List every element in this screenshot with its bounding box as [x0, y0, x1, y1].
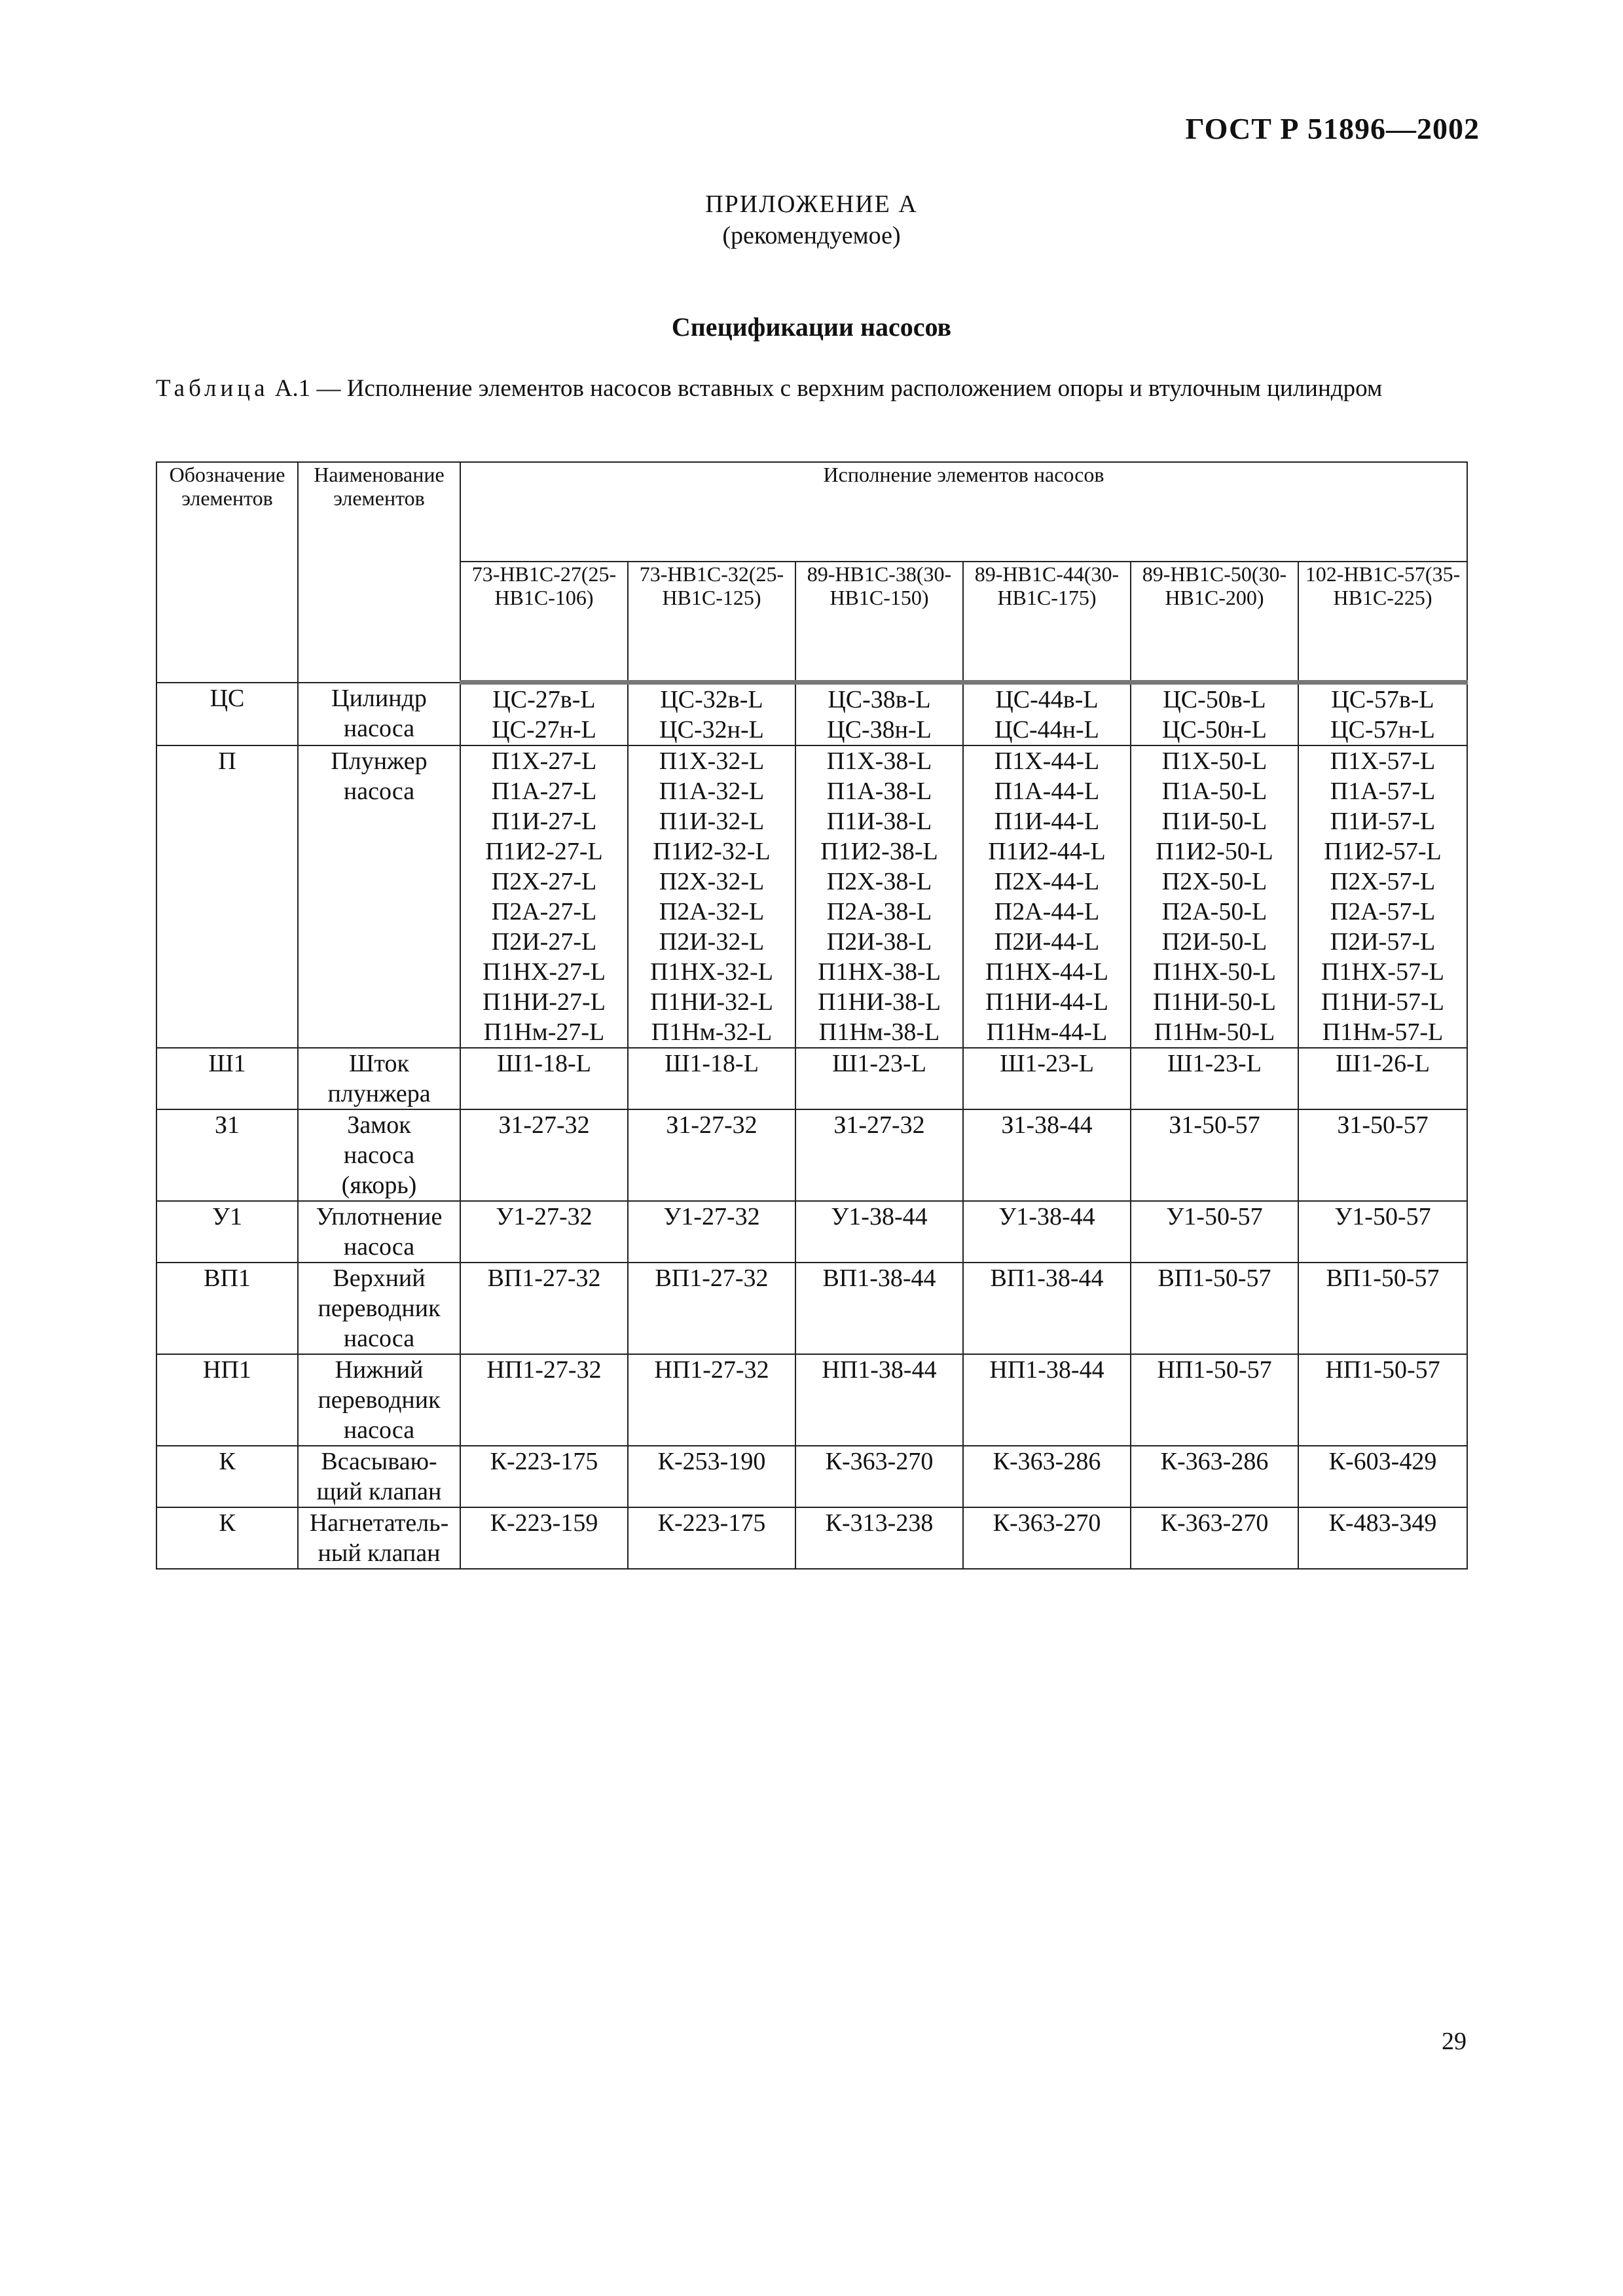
- execution-value-cell: [460, 1109, 628, 1201]
- element-name-line: Плунжер: [331, 747, 428, 775]
- execution-value-line: П1НХ-57-L: [1321, 958, 1444, 986]
- execution-value-line: НП1-27-32: [486, 1356, 602, 1384]
- table-row: [156, 1354, 1467, 1446]
- execution-value-cell: [963, 1354, 1131, 1446]
- execution-header-line: 89-НВ1С-50: [1142, 562, 1252, 586]
- execution-value-line: П1Х-44-L: [994, 747, 1100, 775]
- execution-value-line: З1-27-32: [666, 1111, 757, 1139]
- element-name-line: Уплотнение: [316, 1203, 443, 1230]
- table-row: [156, 745, 1467, 1048]
- element-name-line: насоса: [343, 1325, 415, 1352]
- table-header: [156, 462, 1467, 683]
- execution-value-cell: [795, 1201, 963, 1263]
- table-body: [156, 683, 1467, 1570]
- execution-value-cell: [460, 1354, 628, 1446]
- execution-value-line: К-223-159: [490, 1509, 598, 1537]
- execution-value-line: К-223-175: [657, 1509, 766, 1537]
- execution-header-cell: [1131, 562, 1298, 683]
- execution-value-line: У1-38-44: [831, 1203, 928, 1230]
- execution-value-line: Ш1-23-L: [1000, 1050, 1094, 1077]
- element-name-cell: [298, 745, 460, 1048]
- execution-value-line: Ш1-18-L: [665, 1050, 759, 1077]
- execution-value-cell: [963, 1507, 1131, 1569]
- table-row: [156, 1446, 1467, 1507]
- execution-value-line: П2Х-27-L: [491, 868, 597, 895]
- execution-value-line: П1НХ-38-L: [818, 958, 941, 986]
- execution-header-line: (25-НВ1С-106): [494, 562, 617, 609]
- execution-value-line: П2А-38-L: [826, 898, 932, 925]
- appendix-subtitle: (рекомендуемое): [722, 222, 901, 249]
- execution-value-line: ЦС-50н-L: [1162, 716, 1267, 744]
- execution-value-cell: [1298, 1201, 1467, 1263]
- execution-value-line: П2А-32-L: [659, 898, 765, 925]
- execution-value-line: П2И-44-L: [994, 928, 1100, 956]
- element-name-line: насоса: [343, 1233, 415, 1261]
- execution-header-line: 102-НВ1С-57: [1305, 562, 1425, 586]
- execution-value-line: П1Нм-38-L: [818, 1018, 940, 1046]
- table-row: [156, 1201, 1467, 1263]
- execution-value-line: П2А-44-L: [994, 898, 1100, 925]
- execution-value-line: П1А-44-L: [994, 778, 1100, 805]
- execution-value-line: ВП1-50-57: [1326, 1265, 1440, 1292]
- execution-value-line: П2И-50-L: [1161, 928, 1267, 956]
- execution-header-line: (30-НВ1С-175): [997, 562, 1120, 609]
- execution-value-line: П1И2-32-L: [653, 838, 771, 865]
- element-name-line: Нагнетатель-: [309, 1509, 449, 1537]
- table-row: [156, 683, 1467, 746]
- element-code-cell: З1: [156, 1109, 298, 1201]
- execution-value-line: НП1-38-44: [822, 1356, 937, 1384]
- execution-value-line: Ш1-23-L: [832, 1050, 926, 1077]
- execution-header-line: (35-НВ1С-225): [1333, 562, 1461, 609]
- execution-value-line: П1А-32-L: [659, 778, 765, 805]
- execution-value-line: П2И-38-L: [826, 928, 932, 956]
- execution-value-line: З1-27-32: [833, 1111, 925, 1139]
- execution-value-line: У1-38-44: [998, 1203, 1095, 1230]
- element-name-cell: [298, 683, 460, 746]
- execution-value-cell: [1298, 1109, 1467, 1201]
- execution-value-cell: [795, 1048, 963, 1109]
- element-name-line: переводник: [318, 1295, 441, 1322]
- execution-value-line: П1НХ-32-L: [650, 958, 773, 986]
- execution-value-line: П2И-57-L: [1330, 928, 1436, 956]
- execution-value-line: К-603-429: [1328, 1448, 1437, 1475]
- element-name-line: Замок: [347, 1111, 411, 1139]
- execution-value-line: П1А-38-L: [826, 778, 932, 805]
- execution-value-line: К-363-270: [993, 1509, 1101, 1537]
- execution-value-cell: [628, 745, 795, 1048]
- execution-value-cell: [460, 1048, 628, 1109]
- execution-value-cell: [1131, 683, 1298, 746]
- execution-value-cell: [963, 1446, 1131, 1507]
- execution-value-cell: [1131, 1048, 1298, 1109]
- appendix-title: ПРИЛОЖЕНИЕ А: [705, 190, 918, 218]
- execution-value-line: К-313-238: [825, 1509, 934, 1537]
- page-number: 29: [1442, 2028, 1467, 2055]
- execution-value-line: З1-38-44: [1001, 1111, 1093, 1139]
- element-name-line: ный клапан: [318, 1539, 441, 1567]
- element-name-line: насоса: [343, 1416, 415, 1444]
- execution-header-line: (30-НВ1С-150): [830, 562, 952, 609]
- element-name-line: Верхний: [333, 1265, 426, 1292]
- execution-header-line: 89-НВ1С-44: [974, 562, 1084, 586]
- table-row: [156, 1263, 1467, 1354]
- execution-value-line: З1-50-57: [1337, 1111, 1429, 1139]
- execution-value-line: У1-50-57: [1166, 1203, 1263, 1230]
- execution-value-cell: [1131, 1109, 1298, 1201]
- element-name-cell: [298, 1507, 460, 1569]
- execution-value-line: П1Х-57-L: [1330, 747, 1436, 775]
- element-code-cell: К: [156, 1507, 298, 1569]
- execution-value-cell: [1298, 745, 1467, 1048]
- execution-value-line: П1НИ-27-L: [483, 988, 606, 1016]
- element-code-cell: Ш1: [156, 1048, 298, 1109]
- execution-value-line: П1Х-32-L: [659, 747, 765, 775]
- execution-value-cell: [460, 1201, 628, 1263]
- execution-value-cell: [628, 1354, 795, 1446]
- execution-value-line: П1Х-38-L: [826, 747, 932, 775]
- execution-value-cell: [628, 1263, 795, 1354]
- element-code-cell: ВП1: [156, 1263, 298, 1354]
- execution-value-cell: [628, 1201, 795, 1263]
- execution-value-line: НП1-27-32: [654, 1356, 769, 1384]
- execution-value-line: П1НХ-50-L: [1153, 958, 1276, 986]
- table-row: [156, 1048, 1467, 1109]
- execution-value-line: П1И2-57-L: [1324, 838, 1442, 865]
- execution-value-line: ЦС-57в-L: [1331, 686, 1434, 713]
- execution-value-cell: [795, 1109, 963, 1201]
- execution-value-line: П1И2-38-L: [820, 838, 938, 865]
- execution-value-cell: [963, 683, 1131, 746]
- element-name-cell: [298, 1048, 460, 1109]
- execution-value-line: П1НХ-27-L: [483, 958, 606, 986]
- execution-value-line: ЦС-57н-L: [1330, 716, 1435, 744]
- element-name-line: переводник: [318, 1386, 441, 1414]
- element-name-line: Шток: [349, 1050, 409, 1077]
- execution-value-cell: [963, 1201, 1131, 1263]
- execution-value-line: Ш1-26-L: [1336, 1050, 1430, 1077]
- execution-header-line: 89-НВ1С-38: [807, 562, 917, 586]
- execution-value-cell: [1298, 1446, 1467, 1507]
- element-code-cell: П: [156, 745, 298, 1048]
- element-name-line: насоса: [343, 1141, 415, 1169]
- execution-value-line: П1И2-27-L: [485, 838, 603, 865]
- execution-value-line: НП1-50-57: [1157, 1356, 1272, 1384]
- execution-value-line: П1НИ-32-L: [650, 988, 773, 1016]
- execution-value-line: ЦС-38н-L: [827, 716, 932, 744]
- execution-value-line: ЦС-27в-L: [492, 686, 596, 713]
- element-name-line: Нижний: [335, 1356, 424, 1384]
- execution-value-line: П1Нм-27-L: [483, 1018, 605, 1046]
- execution-value-cell: [1131, 1354, 1298, 1446]
- execution-value-cell: [963, 1048, 1131, 1109]
- execution-value-line: К-223-175: [490, 1448, 598, 1475]
- execution-header-line: 73-НВ1С-32: [639, 562, 749, 586]
- execution-value-cell: [628, 683, 795, 746]
- execution-value-line: П1И-27-L: [491, 808, 597, 835]
- element-name-cell: [298, 1446, 460, 1507]
- execution-value-line: ЦС-32н-L: [659, 716, 764, 744]
- document-standard-header: ГОСТ Р 51896—2002: [1185, 112, 1480, 145]
- section-title: Спецификации насосов: [671, 312, 952, 342]
- execution-value-cell: [628, 1446, 795, 1507]
- execution-value-line: ЦС-32в-L: [660, 686, 763, 713]
- element-name-line: насоса: [343, 778, 415, 805]
- execution-value-line: П2Х-50-L: [1161, 868, 1267, 895]
- execution-value-line: У1-27-32: [663, 1203, 760, 1230]
- execution-value-line: ЦС-44в-L: [995, 686, 1099, 713]
- execution-value-line: П1НХ-44-L: [985, 958, 1108, 986]
- element-name-cell: [298, 1201, 460, 1263]
- execution-value-line: П2И-32-L: [659, 928, 765, 956]
- execution-value-cell: [795, 745, 963, 1048]
- element-code-cell: ЦС: [156, 683, 298, 746]
- execution-value-cell: [1131, 1507, 1298, 1569]
- execution-value-cell: [460, 1446, 628, 1507]
- pump-spec-table: [156, 461, 1468, 1570]
- execution-value-line: К-363-270: [825, 1448, 934, 1475]
- execution-value-cell: [628, 1048, 795, 1109]
- header-execution-group: Исполнение элементов насосов: [460, 462, 1467, 562]
- execution-value-line: П2Х-38-L: [826, 868, 932, 895]
- execution-value-line: П2Х-44-L: [994, 868, 1100, 895]
- element-name-cell: [298, 1354, 460, 1446]
- execution-header-cell: [963, 562, 1131, 683]
- execution-value-line: К-363-286: [993, 1448, 1101, 1475]
- execution-value-line: П2Х-57-L: [1330, 868, 1436, 895]
- header-element-name: Наименование элементов: [298, 462, 460, 683]
- execution-value-line: ВП1-38-44: [990, 1265, 1104, 1292]
- execution-header-line: (25-НВ1С-125): [662, 562, 784, 609]
- execution-value-line: НП1-38-44: [989, 1356, 1104, 1384]
- execution-value-line: П1Нм-50-L: [1154, 1018, 1275, 1046]
- element-code-cell: У1: [156, 1201, 298, 1263]
- execution-value-line: П2А-50-L: [1161, 898, 1267, 925]
- execution-value-cell: [963, 1109, 1131, 1201]
- execution-value-line: К-253-190: [657, 1448, 766, 1475]
- execution-value-cell: [963, 745, 1131, 1048]
- execution-value-line: П2Х-32-L: [659, 868, 765, 895]
- execution-value-cell: [628, 1109, 795, 1201]
- execution-value-cell: [795, 1263, 963, 1354]
- execution-value-cell: [963, 1263, 1131, 1354]
- element-code-cell: НП1: [156, 1354, 298, 1446]
- execution-value-line: П1И2-50-L: [1156, 838, 1273, 865]
- table-caption-label: Таблица: [156, 375, 269, 402]
- execution-value-line: П1Х-50-L: [1161, 747, 1267, 775]
- execution-value-cell: [1298, 1048, 1467, 1109]
- execution-value-line: П1НИ-38-L: [818, 988, 941, 1016]
- execution-value-cell: [795, 1507, 963, 1569]
- execution-value-line: П1Х-27-L: [491, 747, 597, 775]
- element-name-line: щий клапан: [316, 1478, 442, 1505]
- execution-value-line: П1НИ-50-L: [1153, 988, 1276, 1016]
- execution-value-line: П1Нм-57-L: [1322, 1018, 1444, 1046]
- execution-value-cell: [460, 745, 628, 1048]
- execution-value-line: ЦС-38в-L: [828, 686, 931, 713]
- execution-header-line: 73-НВ1С-27: [471, 562, 581, 586]
- table-row: [156, 1507, 1467, 1569]
- execution-value-cell: [795, 1446, 963, 1507]
- execution-value-line: К-363-286: [1160, 1448, 1269, 1475]
- execution-header-cell: [795, 562, 963, 683]
- execution-value-line: П2А-27-L: [491, 898, 597, 925]
- execution-value-line: П1И-32-L: [659, 808, 765, 835]
- execution-value-line: П1И-38-L: [826, 808, 932, 835]
- execution-value-line: ВП1-50-57: [1158, 1265, 1271, 1292]
- element-name-line: (якорь): [341, 1172, 417, 1199]
- element-name-line: плунжера: [327, 1080, 431, 1107]
- execution-value-line: П1И-50-L: [1161, 808, 1267, 835]
- execution-value-cell: [1131, 1446, 1298, 1507]
- execution-value-line: ЦС-27н-L: [492, 716, 596, 744]
- execution-value-line: НП1-50-57: [1325, 1356, 1440, 1384]
- execution-value-cell: [628, 1507, 795, 1569]
- execution-value-line: П2И-27-L: [491, 928, 597, 956]
- execution-value-cell: [1131, 745, 1298, 1048]
- execution-value-cell: [1131, 1201, 1298, 1263]
- execution-value-line: У1-50-57: [1334, 1203, 1431, 1230]
- element-name-line: насоса: [343, 714, 415, 742]
- execution-value-line: ВП1-27-32: [487, 1265, 601, 1292]
- execution-value-line: Ш1-18-L: [497, 1050, 591, 1077]
- element-name-line: Цилиндр: [331, 684, 427, 712]
- execution-header-cell: [460, 562, 628, 683]
- execution-value-line: П1Нм-44-L: [986, 1018, 1108, 1046]
- execution-value-line: З1-50-57: [1169, 1111, 1260, 1139]
- execution-value-cell: [1298, 1507, 1467, 1569]
- execution-value-line: К-363-270: [1160, 1509, 1269, 1537]
- execution-value-cell: [460, 683, 628, 746]
- element-name-cell: [298, 1263, 460, 1354]
- execution-value-cell: [460, 1263, 628, 1354]
- table-row: [156, 1109, 1467, 1201]
- execution-header-cell: [1298, 562, 1467, 683]
- element-name-line: Всасываю-: [321, 1448, 437, 1475]
- execution-header-line: (30-НВ1С-200): [1165, 562, 1287, 609]
- element-code-cell: К: [156, 1446, 298, 1507]
- execution-value-line: П1А-27-L: [491, 778, 597, 805]
- table-caption-text: А.1 — Исполнение элементов насосов вставных с верхним расположением опоры и втулочным цилиндром: [268, 375, 1383, 402]
- execution-value-line: З1-27-32: [498, 1111, 590, 1139]
- execution-value-line: П1И-57-L: [1330, 808, 1436, 835]
- header-element-code: Обозначение элементов: [156, 462, 298, 683]
- execution-value-line: ВП1-27-32: [655, 1265, 769, 1292]
- execution-value-line: П1А-50-L: [1161, 778, 1267, 805]
- execution-value-line: П1И2-44-L: [988, 838, 1106, 865]
- execution-header-cell: [628, 562, 795, 683]
- execution-value-line: ЦС-50в-L: [1163, 686, 1266, 713]
- execution-value-cell: [1298, 1263, 1467, 1354]
- execution-value-line: ВП1-38-44: [822, 1265, 936, 1292]
- execution-value-cell: [460, 1507, 628, 1569]
- execution-value-line: Ш1-23-L: [1167, 1050, 1262, 1077]
- execution-value-cell: [1131, 1263, 1298, 1354]
- execution-value-line: П1А-57-L: [1330, 778, 1436, 805]
- element-name-cell: [298, 1109, 460, 1201]
- execution-value-line: П1Нм-32-L: [651, 1018, 773, 1046]
- execution-value-cell: [1298, 683, 1467, 746]
- appendix-heading: [0, 188, 1623, 251]
- execution-value-line: П1НИ-44-L: [985, 988, 1108, 1016]
- execution-value-cell: [795, 1354, 963, 1446]
- execution-value-cell: [1298, 1354, 1467, 1446]
- execution-value-line: К-483-349: [1328, 1509, 1437, 1537]
- execution-value-line: ЦС-44н-L: [994, 716, 1099, 744]
- execution-value-line: У1-27-32: [496, 1203, 593, 1230]
- table-caption: [156, 373, 1465, 404]
- execution-value-cell: [795, 683, 963, 746]
- execution-value-line: П1И-44-L: [994, 808, 1100, 835]
- execution-value-line: П2А-57-L: [1330, 898, 1436, 925]
- execution-value-line: П1НИ-57-L: [1321, 988, 1444, 1016]
